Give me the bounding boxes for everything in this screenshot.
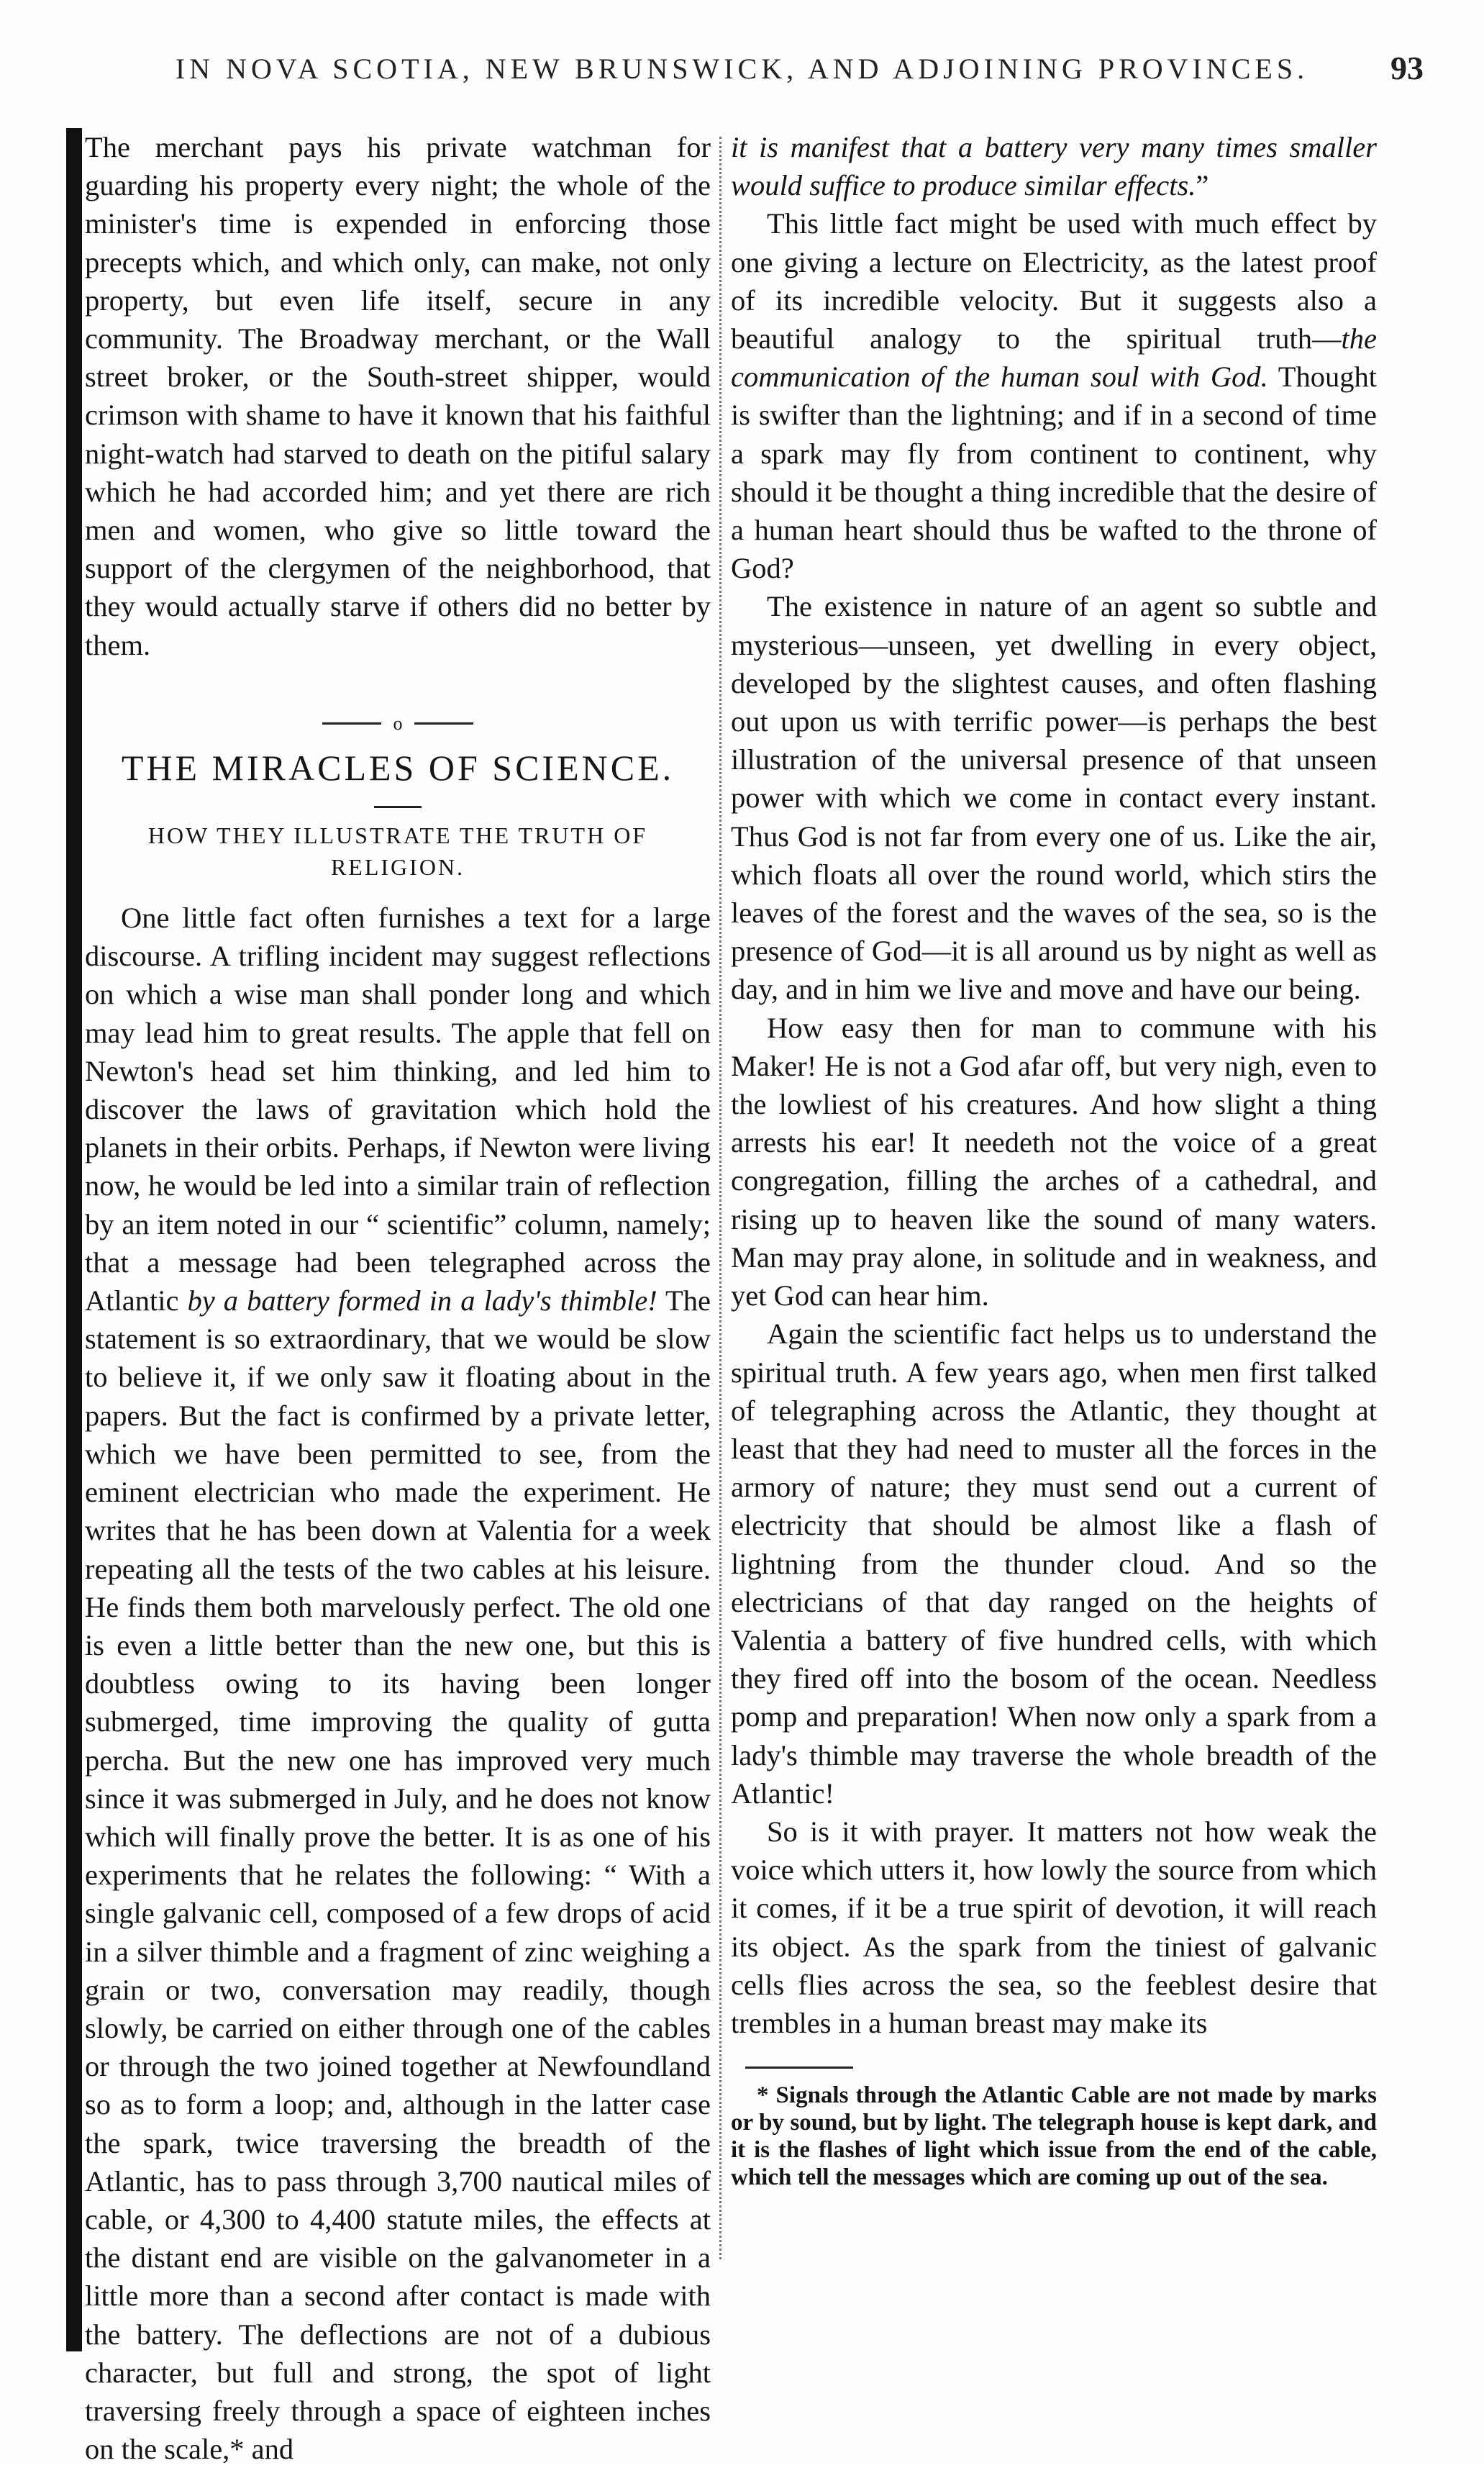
newton-text-rest: The statement is so extraordinary, that we would be slow to believe it, if we only saw it floating about in the papers. But the fact is confirmed by a private letter, which we have been permitted to see, from the eminent electrician who made the experiment. He writes that he has been down at Valentia for a week repeating all the tests of the two cables at his leisure. He finds them both marvelously perfect. The old one is even a little better than the new one, but this is doubtless owing to its having been longer submerged, time improving the quality of gutta percha. But the new one has improved very much since it was submerged in July, and he does not know which will finally prove the better. It is as one of his experiments that he relates the following: “ With a single galvanic cell, composed of a few drops of acid in a silver thimble and a fragment of zinc weighing a grain or two, conversation may readily, though slowly, be carried on either through one of the cables or through the two joined together at Newfoundland so as to form a loop; and, although in the latter case the spark, twice traversing the breadth of the Atlantic, has to pass through 3,700 nautical miles of cable, or 4,300 to 4,400 statute miles, the effects at the distant end are visible on the galvanometer in a little more than a second after contact is made with the battery. The deflections are not of a dubious character, but full and strong, the spot of light traversing freely through a space of eighteen inches on the scale,* and [85,1284,711,2466]
article-title: THE MIRACLES OF SCIENCE. [121,747,675,788]
analogy-text-start: This little fact might be used with much effect by one giving a lecture on Electricity, as the latest proof of its incredible velocity. But it suggests also a beautiful analogy to the spiritual truth— [731,207,1377,355]
paragraph-newton [85,899,711,2468]
binding-margin-bar [66,128,82,2351]
article-subtitle: HOW THEY ILLUSTRATE THE TRUTH OF RELIGION. [147,822,648,881]
thimble-emphasis: by a battery formed in a lady's thimble! [187,1284,657,1317]
right-column [731,128,1377,2191]
title-rule [374,806,422,808]
page-number: 93 [1390,50,1424,86]
paragraph-telegraphing: Again the scientific fact helps us to understand the spiritual truth. A few years ago, when men first talked of telegraphing across the Atlantic, they thought at least that they had need to muster all the forces in the armory of nature; they must send out a current of electricity that should be almost like a flash of lightning from the thunder cloud. And so the electricians of that day ranged on the heights of Valentia a battery of five hundred cells, with which they fired off into the bosom of the ocean. Needless pomp and preparation! When now only a spark from a lady's thimble may traverse the whole breadth of the Atlantic! [731,1317,1377,1810]
ornament-rule-right [414,722,473,725]
ornament-rule-left [322,722,381,725]
paragraph-analogy [731,204,1377,587]
footnote: * Signals through the Atlantic Cable are not made by marks or by sound, but by light. The telegraph house is kept dark, and it is the flashes of light which issue from the end of the cable, which tell the messages which are coming up out of the sea. [731,2082,1377,2191]
paragraph-prayer: So is it with prayer. It matters not how weak the voice which utters it, how lowly the source from which it comes, if it be a true spirit of devotion, it will reach its object. As the spark from the tiniest of galvanic cells flies across the sea, so the feeblest desire that trembles in a human breast may make its [731,1815,1377,2039]
paragraph-commune: How easy then for man to commune with his Maker! He is not a God afar off, but very nigh, even to the lowliest of his creatures. And how slight a thing arrests his ear! It needeth not the voice of a great congregation, filling the arches of a cathedral, and rising up to heaven like the sound of many waters. Man may pray alone, in solitude and in weakness, and yet God can hear him. [731,1011,1377,1312]
communication-emphasis: the communication of the human soul with God. [731,322,1377,394]
section-ornament [85,702,711,734]
column-divider [719,137,721,2259]
paragraph-watchman: The merchant pays his private watchman for guarding his property every night; the whole of the minister's time is expended in enforcing those precepts which, and which only, can make, not only property, but even life itself, secure in any community. The Broadway merchant, or the Wall street broker, or the South-street shipper, would crimson with shame to have it known that his faithful night-watch had starved to death on the pitiful salary which he had accorded him; and yet there are rich men and women, who give so little toward the support of the clergymen of the neighborhood, that they would actually starve if others did no better by them. [85,131,711,661]
newton-text-start: One little fact often furnishes a text for a large discourse. A trifling incident may suggest reflections on which a wise man shall ponder long and which may lead him to great results. The apple that fell on Newton's head set him thinking, and led him to discover the laws of gravitation which hold the planets in their orbits. Perhaps, if Newton were living now, he would be led into a similar train of reflection by an item noted in our “ scientific” column, namely; that a message had been telegraphed across the Atlantic [85,902,711,1317]
footnote-rule [745,2067,853,2069]
manifest-emphasis: it is manifest that a battery very many times smaller would suffice to produce similar effects. [731,131,1377,202]
left-column [85,128,711,2468]
quote-close: ” [1196,169,1209,202]
ornament-center: o [393,712,403,734]
analogy-text-rest: Thought is swifter than the lightning; and if in a second of time a spark may fly from continent to continent, why should it be thought a thing incredible that the desire of a human heart should thus be wafted to the throne of God? [731,360,1377,585]
paragraph-quote-end [731,128,1377,204]
paragraph-existence: The existence in nature of an agent so subtle and mysterious—unseen, yet dwelling in every object, developed by the slightest causes, and often flashing out upon us with terrific power—is perhaps the best illustration of the universal presence of that unseen power with which we come in contact every instant. Thus God is not far from every one of us. Like the air, which floats all over the round world, which stirs the leaves of the forest and the waves of the sea, so is the presence of God—it is all around us by night as well as day, and in him we live and move and have our being. [731,590,1377,1006]
running-head: IN NOVA SCOTIA, NEW BRUNSWICK, AND ADJOINING PROVINCES. [175,53,1309,85]
